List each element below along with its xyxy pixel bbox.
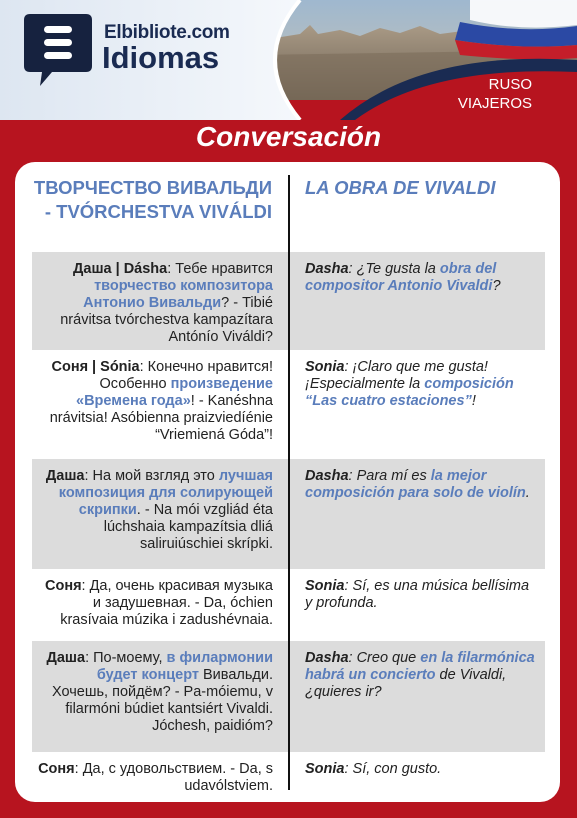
dialogue-text: : Sí, es una música bellísima y profunda. xyxy=(305,578,530,611)
highlighted-phrase: la mejor composición para solo de violín xyxy=(305,468,526,501)
brand-name: Idiomas xyxy=(102,40,220,75)
language-tag: RUSO xyxy=(488,76,532,93)
speaker-name: Даша | Dásha xyxy=(73,261,168,277)
highlighted-phrase: composición “Las cuatro estaciones” xyxy=(305,376,514,409)
dialogue-text: ! xyxy=(471,393,476,409)
topic-tag: VIAJEROS xyxy=(457,95,532,112)
column-divider xyxy=(288,175,290,790)
speaker-name: Sonia xyxy=(305,578,345,594)
speaker-name: Соня xyxy=(38,761,75,777)
highlighted-phrase: произведение «Времена года» xyxy=(76,376,273,409)
speaker-name: Dasha xyxy=(305,468,349,484)
dialogue-text: : Да, с удовольствием. - Da, s udavólstviem. xyxy=(74,761,273,794)
speech-bubble-e-logo-icon xyxy=(22,12,94,90)
brand-site-name: Elbibliote.com xyxy=(104,22,230,43)
russian-title: ТВОРЧЕСТВО ВИВАЛЬДИ - TVÓRCHESTVA VIVÁLDI xyxy=(33,177,272,222)
dialogue-text: : Конечно нравится! Особенно xyxy=(99,359,273,392)
russian-line xyxy=(38,650,273,735)
dialogue-text: . - Na mói vzgliád éta lúchshaia kampazítsia dliá saliruiúschiei skrípki. xyxy=(103,502,273,552)
dialogue-text: ? - Tibié nrávitsa tvórchestva kampazítara Antónío Viváldi? xyxy=(60,295,273,345)
dialogue-text: : По-моему, xyxy=(85,650,167,666)
speaker-name: Sonia xyxy=(305,359,345,375)
speaker-name: Dasha xyxy=(305,650,349,666)
russian-line xyxy=(38,761,273,795)
dialogue-text: : Sí, con gusto. xyxy=(344,761,442,777)
highlighted-phrase: en la filarmónica habrá un concierto xyxy=(305,650,535,683)
speaker-name: Sonia xyxy=(305,761,345,777)
speaker-name: Даша xyxy=(46,650,86,666)
section-title: Conversación xyxy=(195,121,382,152)
dialogue-text: : ¡Claro que me gusta! ¡Especialmente la xyxy=(305,359,488,392)
spanish-line xyxy=(305,761,537,778)
dialogue-text: : Тебе нравится xyxy=(167,261,273,277)
speaker-name: Соня | Sónia xyxy=(51,359,140,375)
dialogue-text: : Para mí es xyxy=(348,468,431,484)
russian-line xyxy=(38,359,273,444)
dialogue-text: de Vivaldi, ¿quieres ir? xyxy=(305,667,507,700)
russian-line xyxy=(38,578,273,629)
spanish-line xyxy=(305,359,537,410)
dialogue-text: : Да, очень красивая музыка и задушевная. - Da, óchien krasívaia múzika i zadushévnaia. xyxy=(60,578,273,628)
dialogue-text: . xyxy=(525,485,530,501)
header-banner xyxy=(0,0,577,120)
russian-line xyxy=(38,261,273,346)
dialogue-text: : ¿Te gusta la xyxy=(348,261,440,277)
dialogue-text: Вивальди. Хочешь, пойдём? - Pa-móiemu, v filarmóni búdiet kantsiért Vivaldi. Jóchesh, paidióm? xyxy=(51,667,273,734)
speaker-name: Соня xyxy=(44,578,82,594)
dialogue-text: ? xyxy=(492,278,501,294)
highlighted-phrase: лучшая композиция для солирующей скрипки xyxy=(58,468,273,518)
dialogue-text: ! - Kanéshna nrávitsia! Asóbienna praizviedíénie “Vriemiená Góda”! xyxy=(49,393,273,443)
dialogue-text: : Creo que xyxy=(348,650,421,666)
speaker-name: Даша xyxy=(45,468,85,484)
spanish-line xyxy=(305,650,537,701)
spanish-line xyxy=(305,261,537,295)
russian-line xyxy=(38,468,273,553)
speaker-name: Dasha xyxy=(305,261,349,277)
spanish-line xyxy=(305,468,537,502)
spanish-line xyxy=(305,578,537,612)
highlighted-phrase: творчество композитора Антонио Вивальди xyxy=(83,278,273,311)
highlighted-phrase: в филармонии будет концерт xyxy=(96,650,273,683)
dialogue-text: : На мой взгляд это xyxy=(84,468,219,484)
highlighted-phrase: obra del compositor Antonio Vivaldi xyxy=(305,261,497,294)
spanish-title: LA OBRA DE VIVALDI xyxy=(305,177,496,198)
